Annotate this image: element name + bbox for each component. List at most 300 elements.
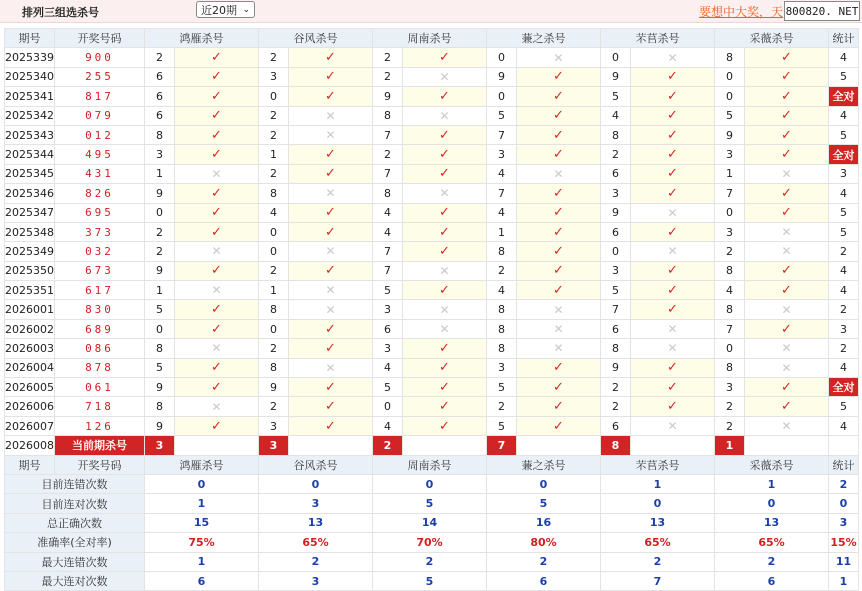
column-header: 统计 bbox=[829, 29, 859, 48]
table-row bbox=[5, 397, 859, 416]
count-cell: 5 bbox=[829, 203, 859, 222]
correct-tick-icon bbox=[517, 378, 601, 397]
correct-tick-icon bbox=[175, 67, 259, 86]
cross-icon: ✕ bbox=[439, 108, 450, 123]
kill-number-cell: 6 bbox=[145, 87, 175, 106]
wrong-cross-icon bbox=[403, 261, 487, 280]
kill-number-cell: 8 bbox=[715, 300, 745, 319]
stats-value: 0 bbox=[487, 474, 601, 493]
kill-number-cell: 8 bbox=[373, 106, 403, 125]
tick-icon: ✓ bbox=[325, 379, 336, 395]
wrong-cross-icon bbox=[175, 164, 259, 183]
wrong-cross-icon bbox=[403, 106, 487, 125]
tick-icon: ✓ bbox=[211, 88, 222, 104]
stats-row bbox=[5, 474, 859, 493]
kill-number-cell: 5 bbox=[373, 281, 403, 300]
cross-icon: ✕ bbox=[553, 50, 564, 65]
correct-tick-icon bbox=[403, 416, 487, 435]
kill-number-cell: 2 bbox=[715, 397, 745, 416]
period-cell: 2025349 bbox=[5, 242, 55, 261]
kill-number-cell: 8 bbox=[487, 319, 517, 338]
tick-icon: ✓ bbox=[211, 205, 222, 221]
stats-value: 2 bbox=[601, 552, 715, 571]
kill-number-cell: 2 bbox=[259, 48, 289, 67]
kill-number-cell: 2 bbox=[715, 242, 745, 261]
kill-number-cell: 2 bbox=[373, 145, 403, 164]
kill-number-cell: 4 bbox=[487, 281, 517, 300]
correct-tick-icon bbox=[745, 106, 829, 125]
wrong-cross-icon bbox=[745, 416, 829, 435]
tick-icon: ✓ bbox=[439, 205, 450, 221]
stats-total: 0 bbox=[829, 494, 859, 513]
wrong-cross-icon bbox=[289, 358, 373, 377]
table-header-row bbox=[5, 29, 859, 48]
stats-value: 1 bbox=[601, 474, 715, 493]
count-cell: 3 bbox=[829, 164, 859, 183]
stats-value: 0 bbox=[259, 474, 373, 493]
kill-number-cell: 5 bbox=[145, 300, 175, 319]
period-cell: 2025350 bbox=[5, 261, 55, 280]
kill-number-cell: 2 bbox=[259, 397, 289, 416]
tick-icon: ✓ bbox=[211, 185, 222, 201]
tick-icon: ✓ bbox=[211, 69, 222, 85]
kill-number-cell: 3 bbox=[601, 184, 631, 203]
correct-tick-icon bbox=[517, 397, 601, 416]
tick-icon: ✓ bbox=[667, 302, 678, 318]
column-header: 芣苢杀号 bbox=[601, 455, 715, 474]
wrong-cross-icon bbox=[517, 164, 601, 183]
cross-icon: ✕ bbox=[781, 244, 792, 259]
kill-number-cell: 2 bbox=[259, 261, 289, 280]
kill-number-cell: 0 bbox=[715, 87, 745, 106]
current-kill-number: 3 bbox=[259, 436, 289, 455]
stats-value: 5 bbox=[373, 494, 487, 513]
kill-number-cell: 8 bbox=[145, 397, 175, 416]
kill-number-cell: 3 bbox=[601, 261, 631, 280]
tick-icon: ✓ bbox=[781, 50, 792, 66]
kill-number-cell: 1 bbox=[715, 164, 745, 183]
wrong-cross-icon bbox=[289, 300, 373, 319]
tick-icon: ✓ bbox=[325, 166, 336, 182]
current-period-row bbox=[5, 436, 859, 455]
kill-number-cell: 8 bbox=[601, 339, 631, 358]
kill-number-cell: 0 bbox=[259, 319, 289, 338]
period-cell: 2026004 bbox=[5, 358, 55, 377]
table-row bbox=[5, 87, 859, 106]
wrong-cross-icon bbox=[403, 184, 487, 203]
wrong-cross-icon bbox=[745, 222, 829, 241]
correct-tick-icon bbox=[403, 378, 487, 397]
tick-icon: ✓ bbox=[667, 88, 678, 104]
cross-icon: ✕ bbox=[211, 244, 222, 259]
kill-number-cell: 7 bbox=[373, 164, 403, 183]
current-kill-spacer bbox=[631, 436, 715, 455]
kill-number-cell: 9 bbox=[145, 378, 175, 397]
table-row bbox=[5, 242, 859, 261]
stats-value: 0 bbox=[373, 474, 487, 493]
stats-value: 13 bbox=[601, 513, 715, 532]
correct-tick-icon bbox=[289, 87, 373, 106]
kill-number-cell: 9 bbox=[715, 125, 745, 144]
wrong-cross-icon bbox=[289, 184, 373, 203]
tick-icon: ✓ bbox=[553, 399, 564, 415]
correct-tick-icon bbox=[403, 222, 487, 241]
kill-number-cell: 8 bbox=[487, 242, 517, 261]
kill-number-cell: 8 bbox=[487, 339, 517, 358]
kill-number-cell: 5 bbox=[145, 358, 175, 377]
cross-icon: ✕ bbox=[439, 302, 450, 317]
kill-number-cell: 2 bbox=[259, 164, 289, 183]
correct-tick-icon bbox=[745, 87, 829, 106]
tick-icon: ✓ bbox=[325, 399, 336, 415]
draw-number-cell: 079 bbox=[55, 106, 145, 125]
table-row bbox=[5, 164, 859, 183]
correct-tick-icon bbox=[517, 222, 601, 241]
kill-number-cell: 7 bbox=[373, 261, 403, 280]
stats-row bbox=[5, 552, 859, 571]
period-cell: 2026003 bbox=[5, 339, 55, 358]
correct-tick-icon bbox=[631, 184, 715, 203]
kill-number-cell: 0 bbox=[259, 242, 289, 261]
cross-icon: ✕ bbox=[211, 399, 222, 414]
correct-tick-icon bbox=[175, 87, 259, 106]
tick-icon: ✓ bbox=[553, 224, 564, 240]
column-header: 蒹之杀号 bbox=[487, 29, 601, 48]
stats-row bbox=[5, 494, 859, 513]
period-cell: 2025344 bbox=[5, 145, 55, 164]
draw-number-cell: 900 bbox=[55, 48, 145, 67]
correct-tick-icon bbox=[289, 164, 373, 183]
kill-number-cell: 0 bbox=[259, 87, 289, 106]
kill-number-cell: 8 bbox=[145, 339, 175, 358]
kill-number-cell: 8 bbox=[715, 358, 745, 377]
cross-icon: ✕ bbox=[553, 302, 564, 317]
tick-icon: ✓ bbox=[211, 379, 222, 395]
all-correct-badge: 全对 bbox=[829, 378, 859, 397]
kill-number-cell: 9 bbox=[145, 184, 175, 203]
correct-tick-icon bbox=[403, 87, 487, 106]
correct-tick-icon bbox=[289, 416, 373, 435]
cross-icon: ✕ bbox=[439, 186, 450, 201]
cross-icon: ✕ bbox=[781, 302, 792, 317]
kill-number-cell: 2 bbox=[715, 416, 745, 435]
tick-icon: ✓ bbox=[211, 127, 222, 143]
count-cell: 2 bbox=[829, 242, 859, 261]
tick-icon: ✓ bbox=[325, 321, 336, 337]
draw-number-cell: 878 bbox=[55, 358, 145, 377]
correct-tick-icon bbox=[517, 281, 601, 300]
tick-icon: ✓ bbox=[781, 263, 792, 279]
tick-icon: ✓ bbox=[325, 88, 336, 104]
stats-label: 准确率(全对率) bbox=[5, 533, 145, 552]
correct-tick-icon bbox=[517, 261, 601, 280]
correct-tick-icon bbox=[745, 48, 829, 67]
stats-value: 2 bbox=[487, 552, 601, 571]
table-row bbox=[5, 184, 859, 203]
correct-tick-icon bbox=[403, 48, 487, 67]
correct-tick-icon bbox=[517, 184, 601, 203]
column-header: 期号 bbox=[5, 29, 55, 48]
tick-icon: ✓ bbox=[553, 69, 564, 85]
tick-icon: ✓ bbox=[667, 282, 678, 298]
correct-tick-icon bbox=[289, 319, 373, 338]
correct-tick-icon bbox=[289, 397, 373, 416]
kill-number-cell: 9 bbox=[487, 67, 517, 86]
stats-value: 6 bbox=[715, 571, 829, 590]
correct-tick-icon bbox=[745, 67, 829, 86]
kill-number-cell: 3 bbox=[145, 145, 175, 164]
correct-tick-icon bbox=[745, 203, 829, 222]
kill-number-table bbox=[4, 28, 859, 591]
tick-icon: ✓ bbox=[439, 127, 450, 143]
correct-tick-icon bbox=[517, 87, 601, 106]
draw-number-cell: 126 bbox=[55, 416, 145, 435]
tick-icon: ✓ bbox=[211, 224, 222, 240]
correct-tick-icon bbox=[175, 184, 259, 203]
tick-icon: ✓ bbox=[667, 127, 678, 143]
cross-icon: ✕ bbox=[211, 283, 222, 298]
stats-value: 5 bbox=[487, 494, 601, 513]
count-cell: 5 bbox=[829, 222, 859, 241]
correct-tick-icon bbox=[175, 319, 259, 338]
correct-tick-icon bbox=[289, 378, 373, 397]
table-row bbox=[5, 48, 859, 67]
cross-icon: ✕ bbox=[325, 302, 336, 317]
period-cell: 2025351 bbox=[5, 281, 55, 300]
count-cell: 4 bbox=[829, 106, 859, 125]
kill-number-cell: 3 bbox=[715, 222, 745, 241]
stats-value: 0 bbox=[715, 494, 829, 513]
table-row bbox=[5, 281, 859, 300]
wrong-cross-icon bbox=[175, 281, 259, 300]
page-title: 排列三组选杀号 bbox=[22, 6, 99, 19]
kill-number-cell: 8 bbox=[601, 125, 631, 144]
correct-tick-icon bbox=[631, 397, 715, 416]
tick-icon: ✓ bbox=[781, 108, 792, 124]
count-cell: 4 bbox=[829, 48, 859, 67]
tick-icon: ✓ bbox=[325, 340, 336, 356]
correct-tick-icon bbox=[175, 203, 259, 222]
tick-icon: ✓ bbox=[211, 263, 222, 279]
stats-value: 2 bbox=[259, 552, 373, 571]
stats-value: 15 bbox=[145, 513, 259, 532]
kill-number-cell: 2 bbox=[601, 378, 631, 397]
tick-icon: ✓ bbox=[553, 379, 564, 395]
tick-icon: ✓ bbox=[439, 147, 450, 163]
kill-number-cell: 2 bbox=[487, 397, 517, 416]
tick-icon: ✓ bbox=[211, 50, 222, 66]
kill-number-cell: 9 bbox=[259, 378, 289, 397]
stats-total: 11 bbox=[829, 552, 859, 571]
kill-number-cell: 9 bbox=[145, 416, 175, 435]
stats-value: 13 bbox=[259, 513, 373, 532]
tick-icon: ✓ bbox=[667, 185, 678, 201]
kill-number-cell: 3 bbox=[373, 339, 403, 358]
wrong-cross-icon bbox=[631, 416, 715, 435]
kill-number-cell: 0 bbox=[145, 319, 175, 338]
current-kill-number: 3 bbox=[145, 436, 175, 455]
period-cell: 2025347 bbox=[5, 203, 55, 222]
column-header: 周南杀号 bbox=[373, 29, 487, 48]
kill-number-cell: 0 bbox=[145, 203, 175, 222]
tick-icon: ✓ bbox=[667, 399, 678, 415]
kill-number-cell: 3 bbox=[715, 378, 745, 397]
tick-icon: ✓ bbox=[553, 418, 564, 434]
kill-number-cell: 2 bbox=[373, 48, 403, 67]
draw-number-cell: 431 bbox=[55, 164, 145, 183]
tick-icon: ✓ bbox=[553, 205, 564, 221]
tick-icon: ✓ bbox=[553, 147, 564, 163]
correct-tick-icon bbox=[403, 339, 487, 358]
correct-tick-icon bbox=[745, 145, 829, 164]
correct-tick-icon bbox=[631, 67, 715, 86]
correct-tick-icon bbox=[289, 67, 373, 86]
draw-number-cell: 012 bbox=[55, 125, 145, 144]
all-correct-badge: 全对 bbox=[829, 87, 859, 106]
correct-tick-icon bbox=[289, 222, 373, 241]
count-cell: 4 bbox=[829, 281, 859, 300]
kill-number-cell: 1 bbox=[259, 145, 289, 164]
wrong-cross-icon bbox=[517, 300, 601, 319]
kill-number-cell: 2 bbox=[487, 261, 517, 280]
correct-tick-icon bbox=[745, 319, 829, 338]
kill-number-cell: 9 bbox=[601, 67, 631, 86]
tick-icon: ✓ bbox=[439, 224, 450, 240]
stats-value: 14 bbox=[373, 513, 487, 532]
correct-tick-icon bbox=[403, 164, 487, 183]
column-header: 谷风杀号 bbox=[259, 455, 373, 474]
kill-number-cell: 0 bbox=[715, 203, 745, 222]
period-cell: 2025341 bbox=[5, 87, 55, 106]
draw-number-cell: 617 bbox=[55, 281, 145, 300]
tick-icon: ✓ bbox=[325, 205, 336, 221]
kill-number-cell: 0 bbox=[487, 48, 517, 67]
draw-number-cell: 673 bbox=[55, 261, 145, 280]
kill-number-cell: 1 bbox=[259, 281, 289, 300]
draw-number-cell: 826 bbox=[55, 184, 145, 203]
wrong-cross-icon bbox=[175, 397, 259, 416]
cross-icon: ✕ bbox=[781, 360, 792, 375]
kill-number-cell: 4 bbox=[487, 164, 517, 183]
kill-number-cell: 8 bbox=[373, 184, 403, 203]
stats-value: 2 bbox=[715, 552, 829, 571]
stats-value: 65% bbox=[259, 533, 373, 552]
correct-tick-icon bbox=[175, 125, 259, 144]
kill-number-cell: 4 bbox=[373, 222, 403, 241]
tick-icon: ✓ bbox=[439, 50, 450, 66]
kill-number-cell: 3 bbox=[373, 300, 403, 319]
kill-number-cell: 3 bbox=[259, 416, 289, 435]
cross-icon: ✕ bbox=[211, 341, 222, 356]
kill-number-cell: 9 bbox=[601, 358, 631, 377]
column-header: 鸿雁杀号 bbox=[145, 29, 259, 48]
correct-tick-icon bbox=[175, 48, 259, 67]
cross-icon: ✕ bbox=[667, 419, 678, 433]
kill-number-cell: 6 bbox=[145, 106, 175, 125]
kill-number-cell: 4 bbox=[373, 416, 403, 435]
count-cell: 4 bbox=[829, 416, 859, 435]
tick-icon: ✓ bbox=[439, 360, 450, 376]
correct-tick-icon bbox=[517, 145, 601, 164]
wrong-cross-icon bbox=[745, 242, 829, 261]
current-kill-spacer bbox=[289, 436, 373, 455]
kill-number-cell: 2 bbox=[601, 145, 631, 164]
wrong-cross-icon bbox=[403, 319, 487, 338]
correct-tick-icon bbox=[745, 281, 829, 300]
cross-icon: ✕ bbox=[781, 166, 792, 181]
count-cell: 2 bbox=[829, 300, 859, 319]
tick-icon: ✓ bbox=[781, 282, 792, 298]
correct-tick-icon bbox=[517, 358, 601, 377]
correct-tick-icon bbox=[745, 261, 829, 280]
wrong-cross-icon bbox=[517, 339, 601, 358]
correct-tick-icon bbox=[517, 106, 601, 125]
wrong-cross-icon bbox=[745, 164, 829, 183]
tick-icon: ✓ bbox=[553, 127, 564, 143]
correct-tick-icon bbox=[517, 125, 601, 144]
wrong-cross-icon bbox=[175, 242, 259, 261]
cross-icon: ✕ bbox=[781, 225, 792, 240]
stats-total: 1 bbox=[829, 571, 859, 590]
wrong-cross-icon bbox=[631, 319, 715, 338]
column-header: 采薇杀号 bbox=[715, 29, 829, 48]
stats-value: 7 bbox=[601, 571, 715, 590]
cross-icon: ✕ bbox=[439, 263, 450, 278]
stats-label: 总正确次数 bbox=[5, 513, 145, 532]
kill-number-cell: 8 bbox=[715, 48, 745, 67]
wrong-cross-icon bbox=[631, 203, 715, 222]
tick-icon: ✓ bbox=[553, 360, 564, 376]
kill-number-cell: 9 bbox=[373, 87, 403, 106]
tick-icon: ✓ bbox=[781, 127, 792, 143]
kill-number-cell: 2 bbox=[259, 106, 289, 125]
kill-number-cell: 1 bbox=[145, 281, 175, 300]
kill-number-cell: 2 bbox=[145, 222, 175, 241]
current-kill-label: 当前期杀号 bbox=[55, 436, 145, 455]
kill-number-cell: 0 bbox=[601, 242, 631, 261]
kill-number-cell: 3 bbox=[715, 145, 745, 164]
table-row bbox=[5, 319, 859, 338]
tick-icon: ✓ bbox=[211, 321, 222, 337]
tick-icon: ✓ bbox=[781, 69, 792, 85]
stats-value: 13 bbox=[715, 513, 829, 532]
correct-tick-icon bbox=[631, 106, 715, 125]
correct-tick-icon bbox=[517, 242, 601, 261]
promo-link[interactable]: 要想中大奖，天 bbox=[699, 5, 784, 19]
wrong-cross-icon bbox=[631, 242, 715, 261]
draw-number-cell: 830 bbox=[55, 300, 145, 319]
kill-number-cell: 3 bbox=[487, 358, 517, 377]
kill-number-cell: 7 bbox=[487, 125, 517, 144]
wrong-cross-icon bbox=[289, 281, 373, 300]
cross-icon: ✕ bbox=[439, 322, 450, 337]
cross-icon: ✕ bbox=[325, 283, 336, 298]
correct-tick-icon bbox=[631, 164, 715, 183]
period-range-select[interactable] bbox=[196, 1, 255, 18]
stats-value: 16 bbox=[487, 513, 601, 532]
kill-number-cell: 7 bbox=[601, 300, 631, 319]
kill-number-cell: 7 bbox=[373, 125, 403, 144]
table-row bbox=[5, 106, 859, 125]
draw-number-cell: 032 bbox=[55, 242, 145, 261]
tick-icon: ✓ bbox=[325, 69, 336, 85]
column-header: 谷风杀号 bbox=[259, 29, 373, 48]
correct-tick-icon bbox=[745, 184, 829, 203]
period-cell: 2026001 bbox=[5, 300, 55, 319]
kill-number-cell: 4 bbox=[373, 203, 403, 222]
stats-value: 5 bbox=[373, 571, 487, 590]
current-period-cell: 2026008 bbox=[5, 436, 55, 455]
